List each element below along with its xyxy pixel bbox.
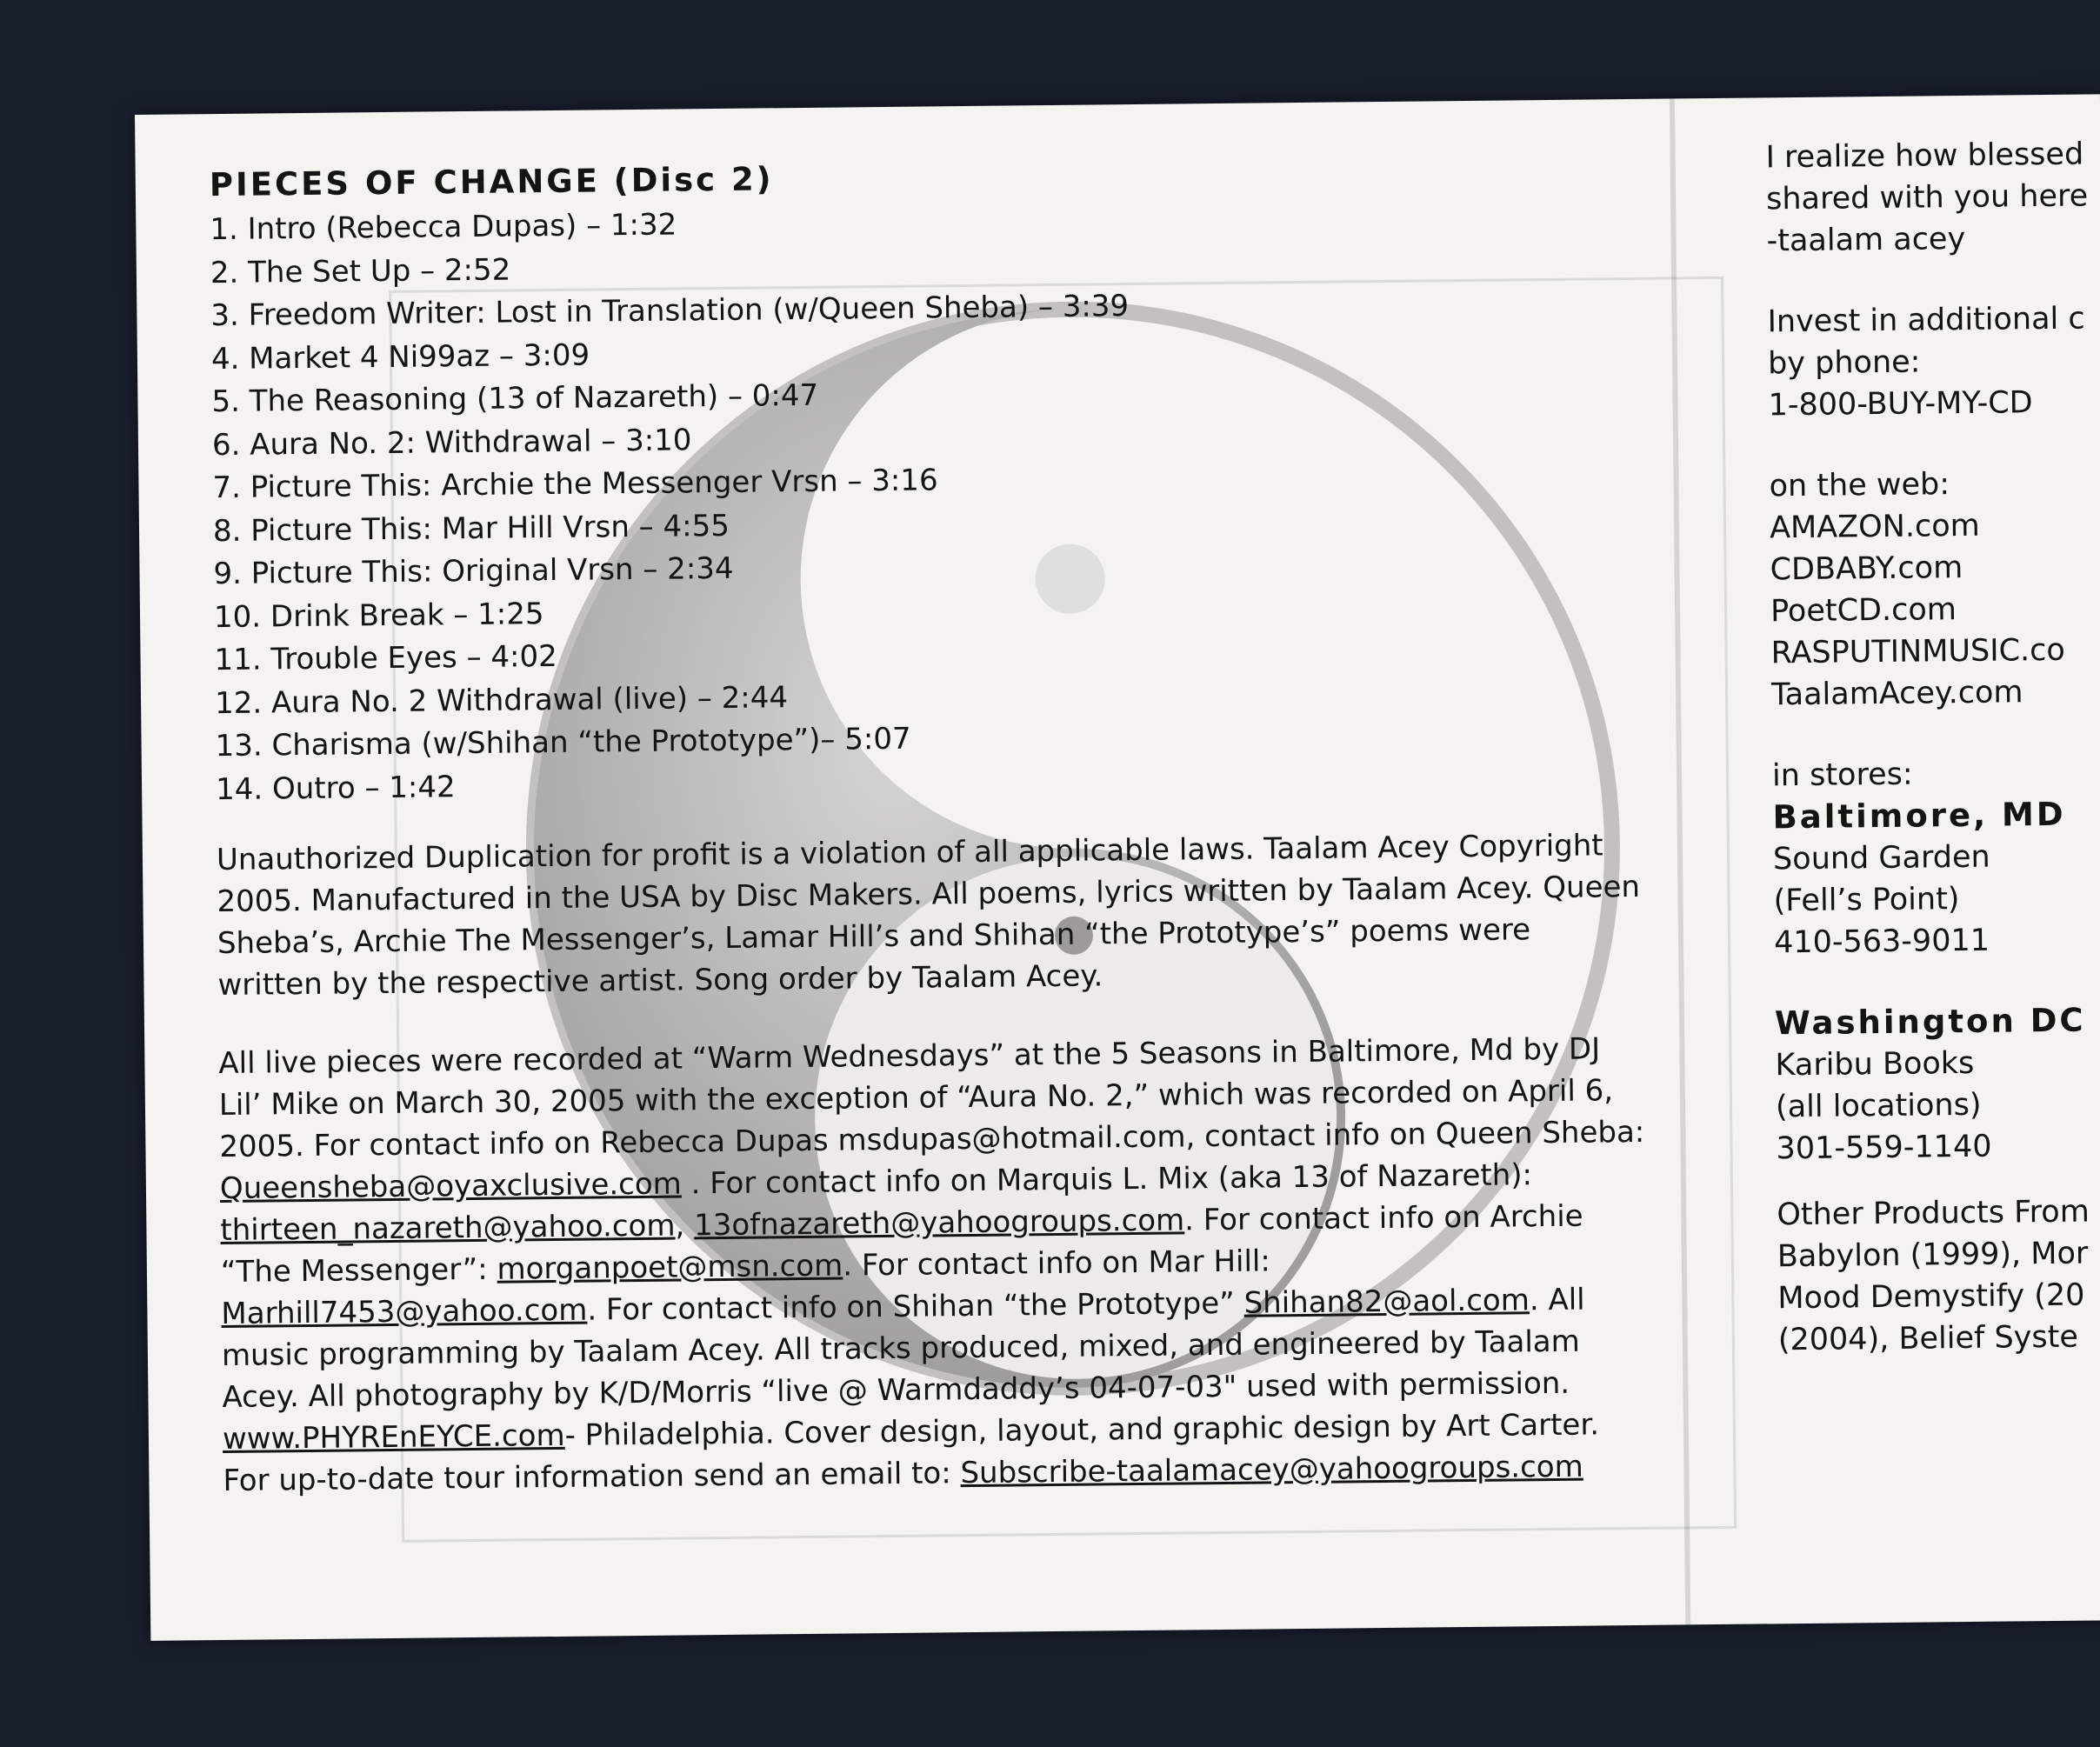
store-name: Karibu Books [1775, 1045, 1975, 1084]
other-products-line: (2004), Belief Syste [1777, 1319, 2079, 1358]
other-products-line: Other Products From [1777, 1194, 2090, 1233]
credits-text: - Philadelphia. Cover design, layout, and graphic design by Art Carter. For up-to-date tour information send an email to: [223, 1407, 1600, 1499]
credits-paragraph [218, 1028, 1649, 1502]
track-item: 14. Outro – 1:42 [215, 769, 456, 807]
web-label: on the web: [1769, 467, 1950, 504]
credits-text: . For contact info on Marquis L. Mix (aka 13 of Nazareth): [681, 1157, 1533, 1202]
phone-number: 1-800-BUY-MY-CD [1768, 385, 2033, 423]
phyreneyce-website-link[interactable]: www.PHYREnEYCE.com [222, 1417, 565, 1457]
credits-text: . All music programming by Taalam Acey. All tracks produced, mixed, and engineered by Taalam Acey. All photography by K/D/Morris “live @ Warmdaddy’s 04-07-03" used with permission. [221, 1282, 1585, 1416]
thirteen-nazareth-email-link[interactable]: thirteen_nazareth@yahoo.com [220, 1208, 676, 1249]
credits-text: . For contact info on Archie “The Messenger”: [220, 1198, 1583, 1290]
intro-line: I realize how blessed [1765, 137, 2084, 176]
web-link-cdbaby[interactable]: CDBABY.com [1770, 550, 1963, 588]
track-item: 3. Freedom Writer: Lost in Translation (w/Queen Sheba) – 3:39 [210, 289, 1130, 334]
store-city-baltimore: Baltimore, MD [1772, 795, 2066, 837]
other-products-line: Babylon (1999), Mor [1777, 1236, 2089, 1275]
track-item: 7. Picture This: Archie the Messenger Vrsn – 3:16 [212, 463, 938, 506]
web-link-poetcd[interactable]: PoetCD.com [1770, 592, 1957, 630]
right-panel [1765, 133, 2100, 1361]
other-products-line: Mood Demystify (20 [1777, 1277, 2085, 1317]
track-item: 12. Aura No. 2 Withdrawal (live) – 2:44 [214, 679, 789, 721]
copyright-notice: Unauthorized Duplication for profit is a violation of all applicable laws. Taalam Acey Copyright 2005. Manufactured in the USA by Disc Makers. All poems, lyrics written by Taalam Acey. Queen Sheba’s, Archie The Messenger’s, Lamar Hill’s and Shihan “the Prototype’s” poems were written by the respective artist. Song order by Taalam Acey. [216, 828, 1641, 1004]
stores-section [1772, 751, 2100, 964]
album-title: PIECES OF CHANGE (Disc 2) [209, 160, 774, 204]
invest-section [1767, 297, 2100, 426]
store-location: (Fell’s Point) [1773, 882, 1960, 919]
stores-section-dc [1775, 999, 2100, 1170]
stores-label: in stores: [1771, 757, 1913, 794]
other-products [1777, 1190, 2100, 1361]
cd-booklet [135, 94, 2100, 1641]
invest-line: Invest in additional c [1767, 301, 2085, 340]
track-item: 1. Intro (Rebecca Dupas) – 1:32 [210, 207, 677, 248]
track-item: 13. Charisma (w/Shihan “the Prototype”)– 5:07 [215, 721, 911, 764]
web-section [1769, 462, 2100, 716]
yahoogroups-13ofnazareth-link[interactable]: 13ofnazareth@yahoogroups.com [693, 1203, 1185, 1244]
shihan-email-link[interactable]: Shihan82@aol.com [1243, 1283, 1530, 1321]
store-name: Sound Garden [1772, 839, 1990, 877]
track-item: 8. Picture This: Mar Hill Vrsn – 4:55 [212, 508, 730, 549]
track-item: 11. Trouble Eyes – 4:02 [214, 638, 557, 678]
credits-text: . For contact info on Mar Hill: [843, 1244, 1271, 1284]
credits-text: . For contact info on Shihan “the Prototype” [587, 1285, 1244, 1328]
intro-line: shared with you here [1765, 178, 2089, 217]
queensheba-email-link[interactable]: Queensheba@oyaxclusive.com [219, 1166, 683, 1207]
store-location: (all locations) [1775, 1087, 1982, 1125]
web-link-amazon[interactable]: AMAZON.com [1769, 508, 1980, 546]
track-item: 2. The Set Up – 2:52 [210, 251, 511, 290]
marhill-email-link[interactable]: Marhill7453@yahoo.com [221, 1292, 588, 1332]
track-item: 4. Market 4 Ni99az – 3:09 [210, 337, 590, 377]
credits-text: All live pieces were recorded at “Warm Wednesdays” at the 5 Seasons in Baltimore, Md by DJ Lil’ Mike on March 30, 2005 with the exception of “Aura No. 2,” which was recorded on April 6, 2005. For contact info on Rebecca Dupas msdupas@hotmail.com, contact info on Queen Sheba: [218, 1031, 1645, 1165]
store-phone: 410-563-9011 [1773, 923, 1990, 961]
intro-note [1765, 133, 2100, 262]
store-phone: 301-559-1140 [1776, 1129, 1992, 1167]
track-item: 10. Drink Break – 1:25 [213, 596, 544, 635]
invest-line: by phone: [1767, 344, 1921, 382]
track-list [210, 194, 1642, 811]
track-item: 6. Aura No. 2: Withdrawal – 3:10 [211, 422, 692, 463]
track-item: 9. Picture This: Original Vrsn – 2:34 [213, 550, 734, 592]
store-city-washington: Washington DC [1774, 1001, 2086, 1043]
intro-signature: -taalam acey [1766, 221, 1966, 259]
web-link-rasputin[interactable]: RASPUTINMUSIC.co [1770, 632, 2066, 671]
subscribe-email-link[interactable]: Subscribe-taalamacey@yahoogroups.com [960, 1449, 1583, 1491]
track-item: 5. The Reasoning (13 of Nazareth) – 0:47 [211, 377, 819, 420]
web-link-taalamacey[interactable]: TaalamAcey.com [1770, 675, 2023, 713]
morganpoet-email-link[interactable]: morganpoet@msn.com [497, 1248, 843, 1287]
left-panel [210, 151, 1650, 1502]
credits-text: , [675, 1208, 695, 1244]
